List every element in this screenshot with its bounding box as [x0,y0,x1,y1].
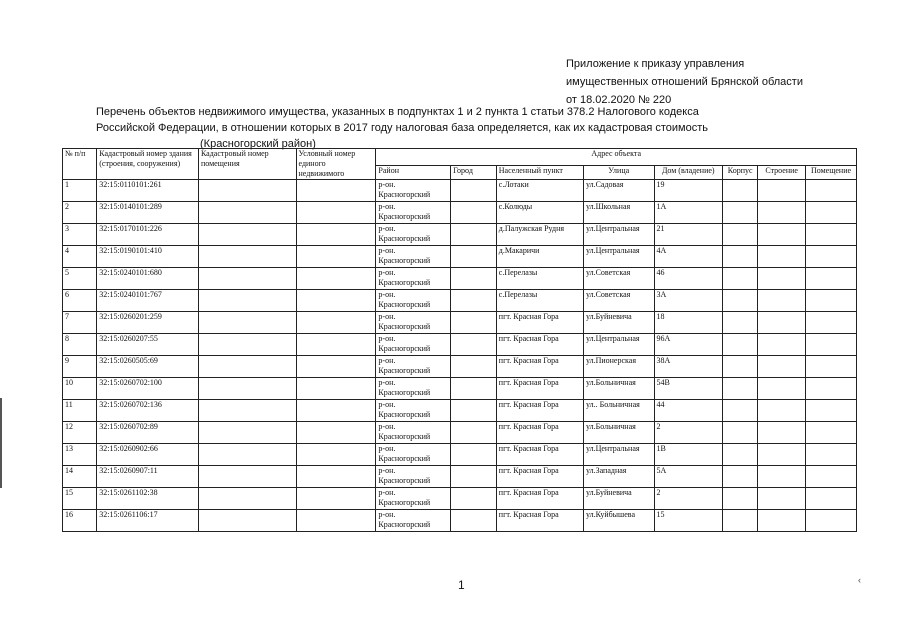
cell-street: ул.Западная [583,466,654,488]
cell-district: р-он. Красногорский [376,268,451,290]
cell-num: 16 [63,510,97,532]
appendix-line-3: от 18.02.2020 № 220 [566,94,672,106]
cell-street: ул.Больничная [583,378,654,400]
cell-street: ул.Буйневича [583,312,654,334]
cell-room [806,268,857,290]
cell-cond-num [296,334,376,356]
cell-cad-building: 32:15:0260702:89 [97,422,199,444]
cell-building [758,334,806,356]
cell-room [806,356,857,378]
cell-cad-room [198,466,296,488]
cell-district: р-он. Красногорский [376,378,451,400]
cell-street: ул.Центральная [583,224,654,246]
cell-street: ул.Центральная [583,246,654,268]
cell-block [723,224,758,246]
cell-room [806,246,857,268]
cell-house: 21 [654,224,723,246]
cell-num: 3 [63,224,97,246]
cell-house: 19 [654,180,723,202]
cell-num: 5 [63,268,97,290]
cell-block [723,488,758,510]
table-row [63,378,857,400]
cell-street: ул.Куйбышева [583,510,654,532]
cell-city [451,466,497,488]
cell-cond-num [296,312,376,334]
cell-settlement: пгт. Красная Гора [496,312,583,334]
cell-cad-room [198,334,296,356]
cell-street: ул.Центральная [583,334,654,356]
cell-room [806,202,857,224]
cell-block [723,312,758,334]
cell-street: ул.Школьная [583,202,654,224]
cell-house: 4А [654,246,723,268]
cell-district: р-он. Красногорский [376,422,451,444]
cell-district: р-он. Красногорский [376,356,451,378]
header-room: Помещение [806,165,857,179]
cell-block [723,466,758,488]
cell-city [451,510,497,532]
table-row [63,268,857,290]
cell-num: 15 [63,488,97,510]
cell-num: 1 [63,180,97,202]
header-num: № п/п [63,149,97,180]
table-row [63,312,857,334]
cell-settlement: пгт. Красная Гора [496,466,583,488]
cell-cad-room [198,290,296,312]
cell-block [723,378,758,400]
cell-room [806,422,857,444]
cell-building [758,290,806,312]
cell-num: 8 [63,334,97,356]
cell-room [806,180,857,202]
title-line-2: Российской Федерации, в отношении которых в 2017 году налоговая база определяется, как их кадастровая стоимость [96,122,708,134]
cell-cad-room [198,312,296,334]
cell-district: р-он. Красногорский [376,202,451,224]
cell-building [758,268,806,290]
cell-block [723,202,758,224]
cell-room [806,466,857,488]
property-table-body [63,180,857,532]
cell-cond-num [296,422,376,444]
cell-cad-building: 32:15:0240101:680 [97,268,199,290]
cell-room [806,290,857,312]
cell-settlement: с.Колюды [496,202,583,224]
cell-house: 2 [654,488,723,510]
cell-street: ул.Буйневича [583,488,654,510]
cell-street: ул.Советская [583,268,654,290]
cell-city [451,268,497,290]
cell-city [451,356,497,378]
cell-room [806,224,857,246]
title-line-1: Перечень объектов недвижимого имущества, указанных в подпунктах 1 и 2 пункта 1 статьи 378.2 Налогового кодекса [96,106,699,118]
cell-cad-room [198,180,296,202]
cell-cad-building: 32:15:0260201:259 [97,312,199,334]
cell-cond-num [296,246,376,268]
cell-district: р-он. Красногорский [376,488,451,510]
page-number: 1 [458,578,465,592]
cell-cad-room [198,202,296,224]
cell-block [723,246,758,268]
cell-city [451,202,497,224]
cell-cad-building: 32:15:0261106:17 [97,510,199,532]
table-row [63,290,857,312]
cell-num: 9 [63,356,97,378]
cell-cad-building: 32:15:0260907:11 [97,466,199,488]
cell-house: 54В [654,378,723,400]
cell-block [723,334,758,356]
cell-district: р-он. Красногорский [376,466,451,488]
cell-district: р-он. Красногорский [376,400,451,422]
header-block: Корпус [723,165,758,179]
cell-block [723,356,758,378]
cell-cond-num [296,180,376,202]
cell-street: ул.Центральная [583,444,654,466]
cell-cad-building: 32:15:0110101:261 [97,180,199,202]
cell-city [451,224,497,246]
cell-cad-building: 32:15:0240101:767 [97,290,199,312]
cell-cad-room [198,400,296,422]
cell-house: 1А [654,202,723,224]
cell-building [758,180,806,202]
property-table [62,148,857,532]
cell-block [723,422,758,444]
cell-building [758,356,806,378]
header-cad-room: Кадастровый номер помещения [198,149,296,180]
cell-settlement: пгт. Красная Гора [496,334,583,356]
cell-num: 11 [63,400,97,422]
header-cond-num: Условный номер единого недвижимого [296,149,376,180]
cell-cad-room [198,488,296,510]
cell-cad-building: 32:15:0190101:410 [97,246,199,268]
cell-street: ул.. Больничная [583,400,654,422]
cell-house: 15 [654,510,723,532]
header-city: Город [451,165,497,179]
cell-settlement: с.Перелазы [496,268,583,290]
table-row [63,356,857,378]
cell-street: ул.Больничная [583,422,654,444]
cell-building [758,400,806,422]
cell-city [451,378,497,400]
cell-city [451,290,497,312]
cell-settlement: д.Палужская Рудня [496,224,583,246]
cell-city [451,422,497,444]
cell-building [758,224,806,246]
cell-cad-room [198,356,296,378]
cell-num: 2 [63,202,97,224]
cell-city [451,488,497,510]
cell-num: 14 [63,466,97,488]
cell-block [723,510,758,532]
margin-tick: ‹ [858,575,861,585]
cell-cad-room [198,224,296,246]
cell-building [758,466,806,488]
cell-district: р-он. Красногорский [376,334,451,356]
cell-cond-num [296,202,376,224]
cell-city [451,400,497,422]
cell-cad-room [198,246,296,268]
table-row [63,400,857,422]
title-line-3: (Красногорский район) [200,138,316,150]
cell-building [758,444,806,466]
table-row [63,224,857,246]
cell-num: 12 [63,422,97,444]
cell-street: ул.Пионерская [583,356,654,378]
cell-settlement: пгт. Красная Гора [496,356,583,378]
cell-cad-room [198,378,296,400]
table-row [63,202,857,224]
appendix-note [566,57,803,111]
cell-cad-room [198,510,296,532]
cell-cad-building: 32:15:0260702:136 [97,400,199,422]
cell-cond-num [296,290,376,312]
cell-block [723,290,758,312]
cell-settlement: с.Перелазы [496,290,583,312]
cell-house: 3А [654,290,723,312]
cell-cad-building: 32:15:0260702:100 [97,378,199,400]
cell-num: 6 [63,290,97,312]
cell-block [723,268,758,290]
cell-settlement: с.Лотаки [496,180,583,202]
cell-city [451,312,497,334]
cell-cond-num [296,268,376,290]
cell-district: р-он. Красногорский [376,312,451,334]
header-address: Адрес объекта [376,149,857,166]
cell-house: 5А [654,466,723,488]
table-row [63,422,857,444]
cell-building [758,202,806,224]
appendix-line-2: имущественных отношений Брянской области [566,76,803,88]
cell-cad-room [198,444,296,466]
cell-block [723,444,758,466]
cell-num: 4 [63,246,97,268]
table-row [63,466,857,488]
appendix-line-1: Приложение к приказу управления [566,58,745,70]
cell-house: 2 [654,422,723,444]
cell-cad-building: 32:15:0170101:226 [97,224,199,246]
header-street: Улица [583,165,654,179]
cell-house: 46 [654,268,723,290]
cell-city [451,334,497,356]
cell-num: 13 [63,444,97,466]
document-title [96,105,708,153]
header-building: Строение [758,165,806,179]
cell-district: р-он. Красногорский [376,246,451,268]
cell-house: 1В [654,444,723,466]
table-row [63,510,857,532]
cell-cad-building: 32:15:0260902:66 [97,444,199,466]
cell-settlement: пгт. Красная Гора [496,378,583,400]
cell-city [451,444,497,466]
header-settlement: Населенный пункт [496,165,583,179]
header-cad-building: Кадастровый номер здания (строения, сооружения) [97,149,199,180]
cell-block [723,400,758,422]
cell-settlement: пгт. Красная Гора [496,422,583,444]
table-row [63,246,857,268]
cell-building [758,312,806,334]
cell-district: р-он. Красногорский [376,510,451,532]
cell-house: 44 [654,400,723,422]
cell-cad-building: 32:15:0261102:38 [97,488,199,510]
cell-room [806,378,857,400]
cell-cad-room [198,268,296,290]
cell-settlement: д.Макаричи [496,246,583,268]
cell-cond-num [296,400,376,422]
cell-cond-num [296,444,376,466]
cell-cond-num [296,356,376,378]
cell-cond-num [296,378,376,400]
cell-room [806,312,857,334]
cell-district: р-он. Красногорский [376,180,451,202]
cell-settlement: пгт. Красная Гора [496,488,583,510]
cell-cad-building: 32:15:0260207:55 [97,334,199,356]
table-row [63,334,857,356]
cell-building [758,510,806,532]
cell-street: ул.Советская [583,290,654,312]
cell-district: р-он. Красногорский [376,290,451,312]
cell-cond-num [296,224,376,246]
cell-house: 96А [654,334,723,356]
cell-settlement: пгт. Красная Гора [496,400,583,422]
cell-house: 38А [654,356,723,378]
cell-street: ул.Садовая [583,180,654,202]
cell-room [806,488,857,510]
cell-room [806,400,857,422]
cell-room [806,510,857,532]
header-house: Дом (владение) [654,165,723,179]
header-district: Район [376,165,451,179]
cell-cad-building: 32:15:0260505:69 [97,356,199,378]
cell-num: 10 [63,378,97,400]
cell-cond-num [296,510,376,532]
table-row [63,444,857,466]
cell-house: 18 [654,312,723,334]
cell-building [758,246,806,268]
cell-building [758,378,806,400]
cell-cond-num [296,466,376,488]
cell-room [806,444,857,466]
cell-cad-building: 32:15:0140101:289 [97,202,199,224]
cell-settlement: пгт. Красная Гора [496,510,583,532]
table-row [63,180,857,202]
cell-district: р-он. Красногорский [376,444,451,466]
cell-cad-room [198,422,296,444]
cell-city [451,246,497,268]
cell-num: 7 [63,312,97,334]
cell-block [723,180,758,202]
table-row [63,488,857,510]
cell-room [806,334,857,356]
cell-building [758,488,806,510]
cell-cond-num [296,488,376,510]
scan-edge-mark [0,398,2,488]
cell-district: р-он. Красногорский [376,224,451,246]
cell-city [451,180,497,202]
cell-settlement: пгт. Красная Гора [496,444,583,466]
cell-building [758,422,806,444]
